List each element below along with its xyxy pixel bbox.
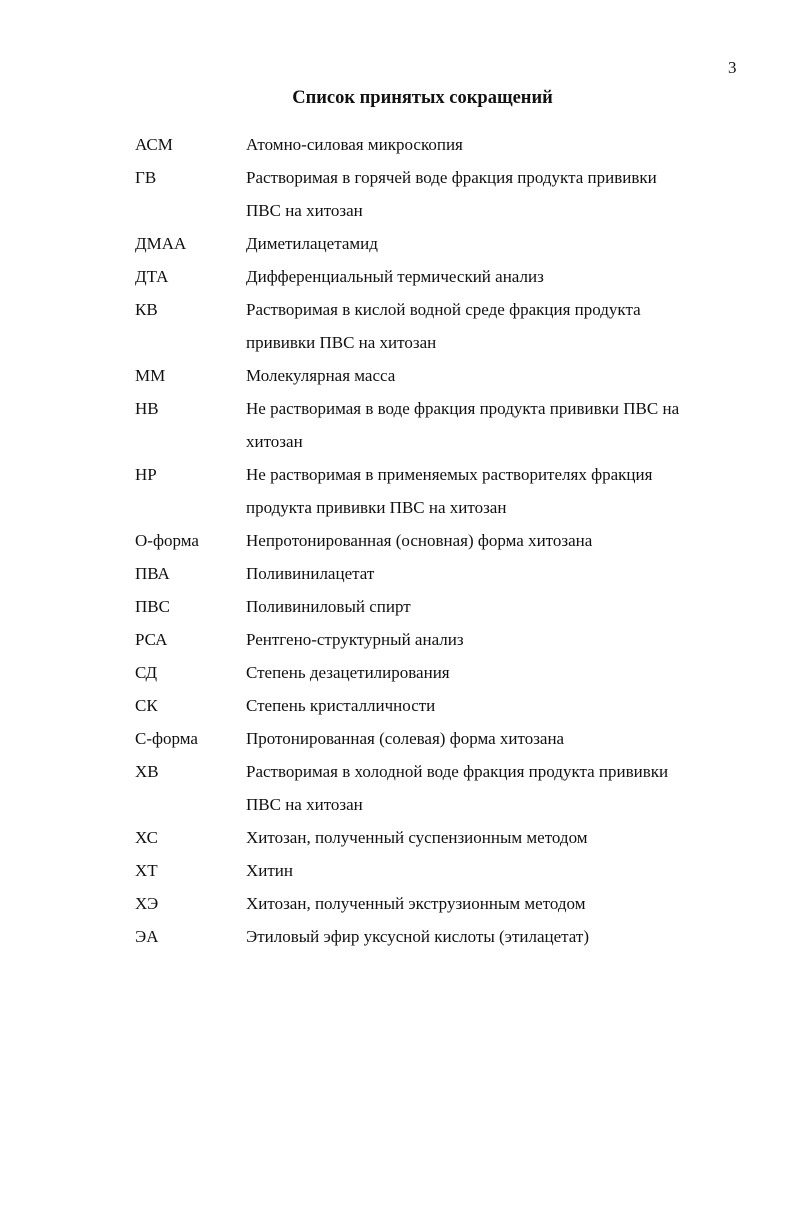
definition-line: Поливиниловый спирт	[246, 597, 411, 616]
definition-line: Растворимая в горячей воде фракция продукта прививки	[246, 168, 657, 187]
abbreviation-row	[135, 359, 725, 392]
definition-line: продукта прививки ПВС на хитозан	[246, 498, 507, 517]
abbreviation-definition	[246, 689, 725, 722]
abbreviation-term: ММ	[135, 366, 166, 385]
definition-line: Степень дезацетилирования	[246, 663, 450, 682]
abbreviation-definition	[246, 854, 725, 887]
abbreviation-row	[135, 458, 725, 524]
page-title: Список принятых сокращений	[292, 88, 553, 108]
definition-line: Хитозан, полученный экструзионным методом	[246, 894, 586, 913]
abbreviation-definition	[246, 260, 725, 293]
abbreviation-row	[135, 656, 725, 689]
abbreviation-row	[135, 755, 725, 821]
abbreviation-term: АСМ	[135, 135, 173, 154]
definition-line: прививки ПВС на хитозан	[246, 333, 437, 352]
abbreviation-row	[135, 689, 725, 722]
abbreviation-definition	[246, 458, 725, 524]
abbreviation-row	[135, 392, 725, 458]
definition-line: хитозан	[246, 432, 303, 451]
abbreviation-term: КВ	[135, 300, 158, 319]
abbreviation-definition	[246, 920, 725, 953]
abbreviation-definition	[246, 722, 725, 755]
abbreviation-definition	[246, 524, 725, 557]
definition-line: Растворимая в кислой водной среде фракция продукта	[246, 300, 641, 319]
abbreviation-term: С-форма	[135, 729, 198, 748]
abbreviation-list	[135, 128, 725, 953]
abbreviation-row	[135, 524, 725, 557]
abbreviation-definition	[246, 128, 725, 161]
definition-line: Непротонированная (основная) форма хитозана	[246, 531, 593, 550]
abbreviation-row	[135, 293, 725, 359]
abbreviation-term: ПВС	[135, 597, 170, 616]
abbreviation-term: ХС	[135, 828, 158, 847]
definition-line: ПВС на хитозан	[246, 201, 363, 220]
definition-line: Этиловый эфир уксусной кислоты (этилацетат)	[246, 927, 589, 946]
abbreviation-definition	[246, 821, 725, 854]
abbreviation-term: ГВ	[135, 168, 157, 187]
abbreviation-term: РСА	[135, 630, 168, 649]
abbreviation-definition	[246, 227, 725, 260]
abbreviation-term: ПВА	[135, 564, 170, 583]
abbreviation-row	[135, 161, 725, 227]
abbreviation-term: ХВ	[135, 762, 159, 781]
abbreviation-row	[135, 920, 725, 953]
abbreviation-term: ДТА	[135, 267, 169, 286]
abbreviation-definition	[246, 755, 725, 821]
abbreviation-definition	[246, 392, 725, 458]
definition-line: Дифференциальный термический анализ	[246, 267, 544, 286]
abbreviation-term: НР	[135, 465, 157, 484]
abbreviation-definition	[246, 359, 725, 392]
definition-line: ПВС на хитозан	[246, 795, 363, 814]
abbreviation-row	[135, 854, 725, 887]
abbreviation-term: НВ	[135, 399, 159, 418]
abbreviation-term: О-форма	[135, 531, 199, 550]
abbreviation-definition	[246, 656, 725, 689]
abbreviation-row	[135, 722, 725, 755]
definition-line: Степень кристалличности	[246, 696, 436, 715]
definition-line: Растворимая в холодной воде фракция продукта прививки	[246, 762, 669, 781]
page-number: 3	[728, 58, 737, 77]
abbreviation-term: ДМАА	[135, 234, 187, 253]
abbreviation-term: ХТ	[135, 861, 158, 880]
definition-line: Не растворимая в применяемых растворителях фракция	[246, 465, 653, 484]
definition-line: Рентгено-структурный анализ	[246, 630, 464, 649]
abbreviation-row	[135, 260, 725, 293]
definition-line: Протонированная (солевая) форма хитозана	[246, 729, 565, 748]
definition-line: Диметилацетамид	[246, 234, 378, 253]
abbreviation-row	[135, 623, 725, 656]
definition-line: Не растворимая в воде фракция продукта прививки ПВС на	[246, 399, 680, 418]
abbreviation-definition	[246, 161, 725, 227]
abbreviation-definition	[246, 623, 725, 656]
abbreviation-definition	[246, 590, 725, 623]
definition-line: Атомно-силовая микроскопия	[246, 135, 463, 154]
abbreviation-row	[135, 887, 725, 920]
abbreviation-term: ЭА	[135, 927, 159, 946]
abbreviation-definition	[246, 293, 725, 359]
definition-line: Молекулярная масса	[246, 366, 396, 385]
abbreviation-term: СК	[135, 696, 158, 715]
abbreviation-term: СД	[135, 663, 158, 682]
abbreviation-term: ХЭ	[135, 894, 159, 913]
definition-line: Поливинилацетат	[246, 564, 375, 583]
abbreviation-row	[135, 227, 725, 260]
definition-line: Хитозан, полученный суспензионным методом	[246, 828, 588, 847]
definition-line: Хитин	[246, 861, 293, 880]
abbreviation-definition	[246, 887, 725, 920]
abbreviation-row	[135, 821, 725, 854]
abbreviation-row	[135, 128, 725, 161]
abbreviation-row	[135, 590, 725, 623]
abbreviation-definition	[246, 557, 725, 590]
abbreviation-row	[135, 557, 725, 590]
